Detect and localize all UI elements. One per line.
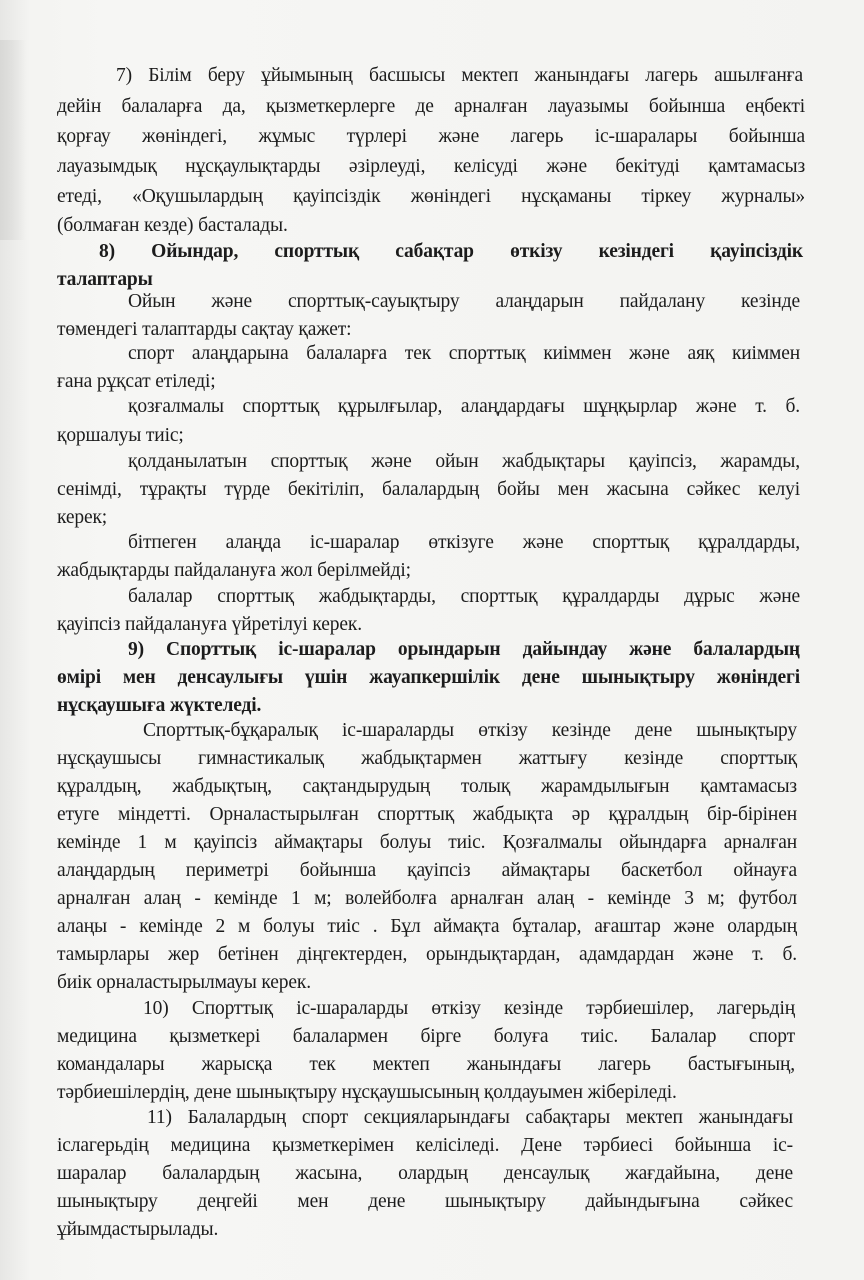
- text-line: төмендегі талаптарды сақтау қажет:: [57, 319, 352, 340]
- heading-line: талаптары: [57, 269, 153, 290]
- text-line: жабдықтарды пайдалануға жол берілмейді;: [57, 560, 411, 581]
- heading-line: өмірі мен денсаулығы үшін жауапкершілік дене шынықтыру жөніндегі: [57, 667, 800, 688]
- text-line: алаңдардың периметрі бойынша қауіпсіз аймақтары баскетбол ойнауға: [57, 860, 797, 881]
- text-line: медицина қызметкері балалармен бірге болуға тиіс. Балалар спорт: [57, 1026, 795, 1047]
- text-line: қауіпсіз пайдалануға үйретілуі керек.: [57, 614, 362, 635]
- text-line: кемінде 1 м қауіпсіз аймақтары болуы тиіс. Қозғалмалы ойындарға арналған: [57, 832, 797, 853]
- text-line: керек;: [57, 507, 108, 528]
- text-line: шаралар балалардың жасына, олардың денсаулық жағдайына, дене: [57, 1163, 793, 1184]
- text-line: 10) Спорттық іс-шараларды өткізу кезінде тәрбиешілер, лагерьдің: [143, 998, 795, 1019]
- text-line: дейін балаларға да, қызметкерлерге де арналған лауазымы бойынша еңбекті: [57, 96, 805, 117]
- text-line: балалар спорттық жабдықтарды, спорттық құралдарды дұрыс және: [128, 586, 800, 607]
- text-line: етеді, «Оқушылардың қауіпсіздік жөніндегі нұсқаманы тіркеу журналы»: [57, 186, 805, 207]
- text-line: командалары жарысқа тек мектеп жанындағы лагерь бастығының,: [57, 1054, 795, 1075]
- text-line: арналған алаң - кемінде 1 м; волейболға арналған алаң - кемінде 3 м; футбол: [57, 888, 797, 909]
- text-line: биік орналастырылмауы керек.: [57, 972, 311, 993]
- text-line: тамырлары жер бетінен діңгектерден, орындықтардан, адамдардан және т. б.: [57, 944, 797, 965]
- text-line: 7) Білім беру ұйымының басшысы мектеп жанындағы лагерь ашылғанға: [116, 65, 803, 86]
- text-line: қорғау жөніндегі, жұмыс түрлері және лагерь іс-шаралары бойынша: [57, 126, 805, 147]
- text-line: бітпеген алаңда іс-шаралар өткізуге және спорттық құралдарды,: [128, 532, 800, 553]
- heading-line: 8) Ойындар, спорттық сабақтар өткізу кезіндегі қауіпсіздік: [99, 241, 803, 262]
- text-line: шынықтыру деңгейі мен дене шынықтыру дайындығына сәйкес: [57, 1191, 793, 1212]
- text-line: лауазымдық нұсқаулықтарды әзірлеуді, келісуді және бекітуді қамтамасыз: [57, 156, 805, 177]
- heading-line: нұсқаушыға жүктеледі.: [57, 695, 262, 716]
- page-edge-shadow: [0, 40, 26, 240]
- text-line: ғана рұқсат етіледі;: [57, 371, 216, 392]
- text-line: етуге міндетті. Орналастырылған спорттық жабдықта әр құралдың бір-бірінен: [57, 804, 797, 825]
- text-line: 11) Балалардың спорт секцияларындағы сабақтары мектеп жанындағы: [147, 1107, 793, 1128]
- text-line: қоршалуы тиіс;: [57, 425, 184, 446]
- text-line: Спорттық-бұқаралық іс-шараларды өткізу кезінде дене шынықтыру: [143, 720, 797, 741]
- text-line: спорт алаңдарына балаларға тек спорттық киіммен және аяқ киіммен: [128, 343, 800, 364]
- heading-line: 9) Спорттық іс-шаралар орындарын дайындау және балалардың: [128, 639, 800, 660]
- text-line: іслагерьдің медицина қызметкерімен келісіледі. Дене тәрбиесі бойынша іс-: [57, 1135, 793, 1156]
- text-line: қозғалмалы спорттық құрылғылар, алаңдардағы шұңқырлар және т. б.: [128, 396, 800, 417]
- text-line: тәрбиешілердің, дене шынықтыру нұсқаушысының қолдауымен жіберіледі.: [57, 1082, 677, 1103]
- text-line: алаңы - кемінде 2 м болуы тиіс . Бұл аймақта бұталар, ағаштар және олардың: [57, 916, 797, 937]
- text-line: құралдың, жабдықтың, сақтандырудың толық жарамдылығын қамтамасыз: [57, 776, 797, 797]
- text-line: қолданылатын спорттық және ойын жабдықтары қауіпсіз, жарамды,: [128, 451, 800, 472]
- text-line: Ойын және спорттық-сауықтыру алаңдарын пайдалану кезінде: [128, 291, 800, 312]
- text-line: ұйымдастырылады.: [57, 1219, 219, 1240]
- text-line: (болмаған кезде) басталады.: [57, 215, 288, 236]
- text-line: сенімді, тұрақты түрде бекітіліп, балалардың бойы мен жасына сәйкес келуі: [57, 479, 800, 500]
- text-line: нұсқаушысы гимнастикалық жабдықтармен жаттығу кезінде спорттық: [57, 748, 797, 769]
